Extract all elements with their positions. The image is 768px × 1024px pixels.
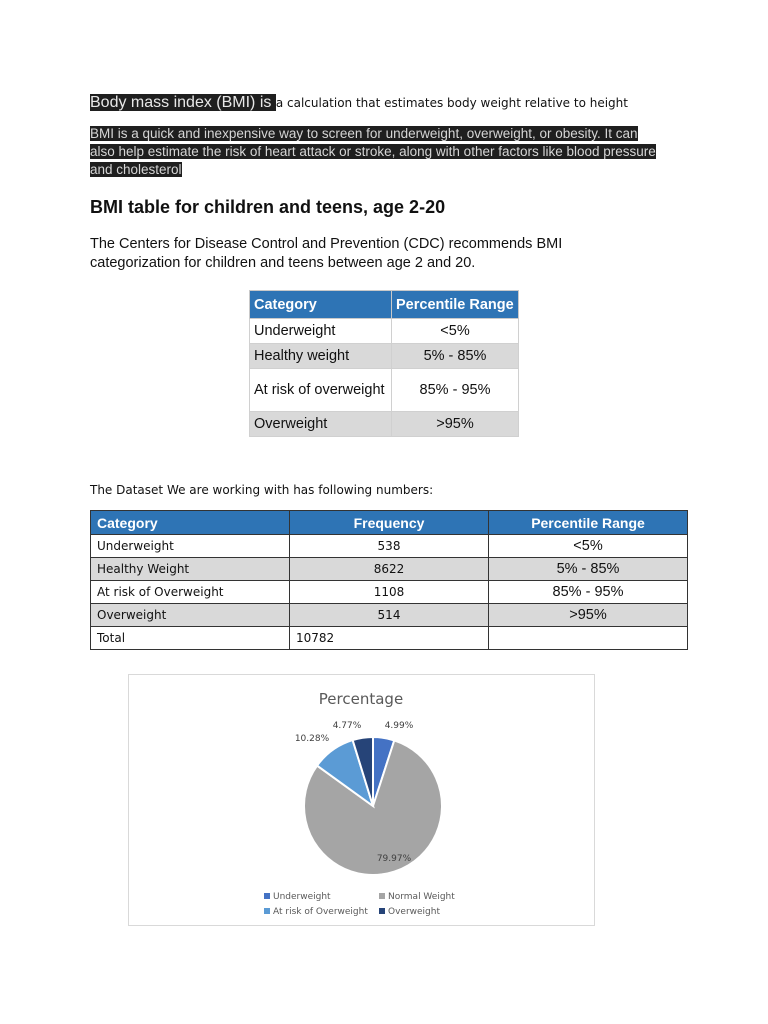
table-cell: 85% - 95%	[392, 369, 519, 412]
table-header-row	[91, 511, 688, 535]
table-cell: <5%	[392, 319, 519, 344]
intro-line	[90, 92, 690, 114]
table-cell: At risk of Overweight	[91, 581, 290, 604]
data-label-at-risk-of-overweight: 10.28%	[294, 734, 330, 744]
table-cell: Total	[91, 627, 290, 650]
table-cell: 538	[290, 535, 489, 558]
data-label-normal-weight: 79.97%	[376, 854, 412, 864]
data-label-underweight: 4.99%	[384, 721, 414, 731]
table-row	[91, 535, 688, 558]
legend-swatch	[264, 893, 270, 899]
cdc-description: The Centers for Disease Control and Prevention (CDC) recommends BMI categorization for children and teens between age 2 and 20.	[90, 236, 563, 271]
legend-item-normal-weight	[379, 892, 455, 902]
column-header: Frequency	[290, 511, 489, 535]
legend-item-underweight	[264, 892, 331, 902]
pie-chart	[129, 675, 594, 925]
pie-chart-panel	[128, 674, 595, 926]
legend-label: Overweight	[388, 907, 440, 917]
table-cell: Healthy Weight	[91, 558, 290, 581]
table-cell: >95%	[392, 412, 519, 437]
table-cell: 514	[290, 604, 489, 627]
column-header: Category	[250, 291, 392, 319]
table-cell: >95%	[489, 604, 688, 627]
column-header: Percentile Range	[392, 291, 519, 319]
table-header-row	[250, 291, 519, 319]
legend-item-overweight	[379, 907, 440, 917]
data-label-overweight: 4.77%	[332, 721, 362, 731]
table-cell: Healthy weight	[250, 344, 392, 369]
legend-label: Underweight	[273, 892, 331, 902]
table-row	[250, 319, 519, 344]
table-row	[91, 627, 688, 650]
table-cell: 10782	[290, 627, 489, 650]
dataset-table	[90, 510, 688, 650]
legend-swatch	[379, 893, 385, 899]
table-row	[91, 581, 688, 604]
legend-swatch	[379, 908, 385, 914]
table-cell: Underweight	[250, 319, 392, 344]
legend-swatch	[264, 908, 270, 914]
column-header: Percentile Range	[489, 511, 688, 535]
table-cell: Overweight	[91, 604, 290, 627]
bmi-paragraph-text: BMI is a quick and inexpensive way to screen for underweight, overweight, or obesity. It can also help estimate the risk of heart attack or stroke, along with other factors like blood pressure and cholesterol	[90, 126, 656, 177]
table-row	[250, 412, 519, 437]
table-cell: 8622	[290, 558, 489, 581]
table-cell: 85% - 95%	[489, 581, 688, 604]
table-cell: 5% - 85%	[392, 344, 519, 369]
table-row	[250, 369, 519, 412]
intro-term: Body mass index (BMI) is	[90, 94, 276, 111]
table-row	[91, 558, 688, 581]
table-cell	[489, 627, 688, 650]
table-cell: Overweight	[250, 412, 392, 437]
legend-label: At risk of Overweight	[273, 907, 368, 917]
table-cell: <5%	[489, 535, 688, 558]
legend-label: Normal Weight	[388, 892, 455, 902]
bmi-paragraph	[90, 125, 665, 179]
intro-rest: a calculation that estimates body weight relative to height	[275, 96, 628, 110]
table-row	[91, 604, 688, 627]
chart-title: Percentage	[318, 690, 404, 708]
pie-slices	[304, 737, 442, 875]
legend-item-at-risk-of-overweight	[264, 907, 368, 917]
table-row	[250, 344, 519, 369]
section-heading: BMI table for children and teens, age 2-20	[90, 197, 446, 217]
table-cell: At risk of overweight	[250, 369, 392, 412]
dataset-label: The Dataset We are working with has following numbers:	[90, 483, 434, 497]
table-cell: Underweight	[91, 535, 290, 558]
table-cell: 1108	[290, 581, 489, 604]
column-header: Category	[91, 511, 290, 535]
chart-legend	[264, 892, 455, 917]
cdc-table	[249, 290, 519, 437]
table-cell: 5% - 85%	[489, 558, 688, 581]
